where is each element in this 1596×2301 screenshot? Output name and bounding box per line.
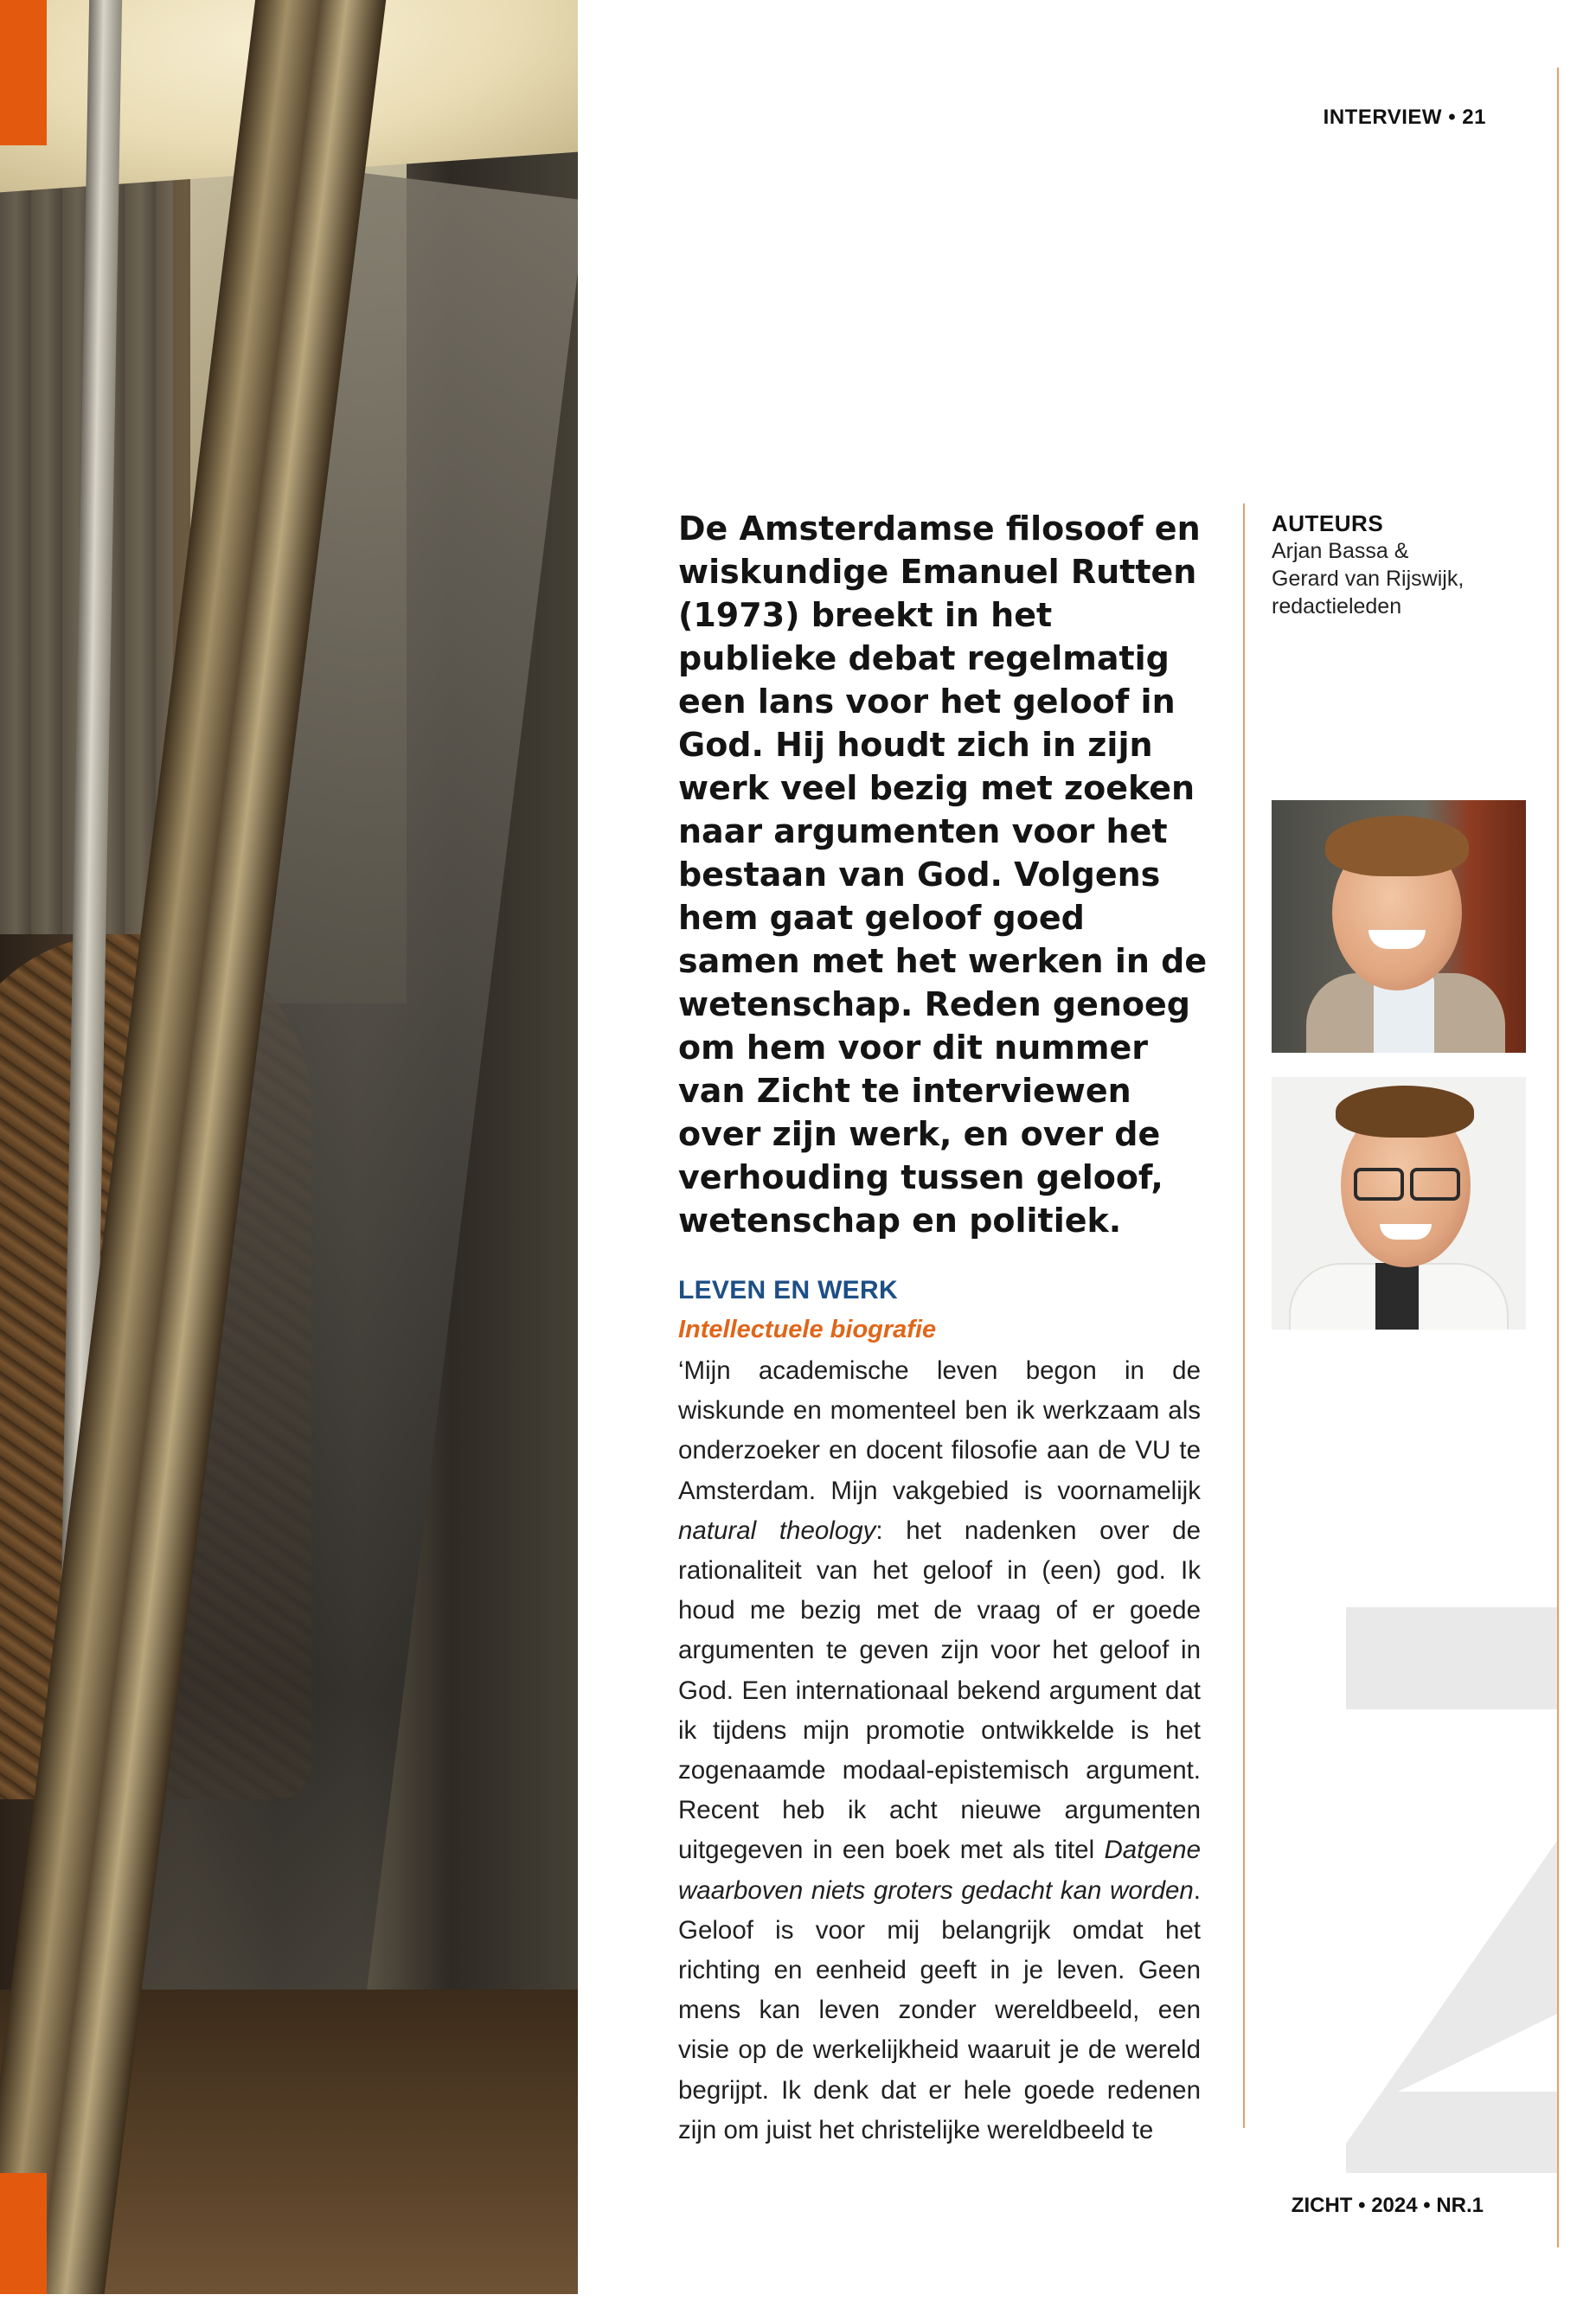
section-subheading: Intellectuele biografie bbox=[678, 1316, 937, 1343]
portrait-glasses-right bbox=[1410, 1168, 1460, 1201]
decorative-z-letter bbox=[1346, 1607, 1557, 2173]
portrait-glasses-left bbox=[1354, 1168, 1404, 1201]
author-line-3: redactieleden bbox=[1272, 594, 1402, 619]
body-emphasis-2: Datgene waarboven niets groters gedacht kan worden bbox=[678, 1836, 1201, 1905]
body-part-1: ‘Mijn academische leven begon in de wiskunde en momenteel ben ik werkzaam als onderzoeker en docent filosofie aan de VU te Amsterdam. Mijn vakgebied is voornamelijk bbox=[678, 1356, 1201, 1505]
author-line-2: Gerard van Rijswijk, bbox=[1272, 567, 1465, 591]
running-head: INTERVIEW • 21 bbox=[1323, 106, 1486, 129]
portrait-hair bbox=[1325, 816, 1469, 876]
author-credits bbox=[1272, 510, 1531, 620]
section-heading: LEVEN EN WERK bbox=[678, 1276, 898, 1304]
page-edge-rule bbox=[1557, 67, 1559, 2247]
orange-edge-tab-bottom bbox=[0, 2173, 47, 2294]
body-part-2: : het nadenken over de rationaliteit van het geloof in (een) god. Ik houd me bezig met de vraag of er goede argumenten te geven zijn voor het geloof in God. Een internationaal bekend argument dat ik tijdens mijn promotie ontwikkelde is het zogenaamde modaal-epistemisch argument. Recent heb ik acht nieuwe argumenten uitgegeven in een boek met als titel bbox=[678, 1516, 1201, 1865]
body-text bbox=[678, 1351, 1201, 2150]
orange-edge-tab-top bbox=[0, 0, 47, 145]
portrait-smile bbox=[1380, 1224, 1432, 1240]
portrait-arjan-bassa bbox=[1272, 800, 1526, 1053]
column-divider-rule bbox=[1243, 503, 1245, 2128]
feature-photo bbox=[0, 0, 578, 2294]
authors-label: AUTEURS bbox=[1272, 510, 1384, 536]
author-line-1: Arjan Bassa & bbox=[1272, 539, 1409, 563]
portrait-hair bbox=[1336, 1086, 1474, 1138]
running-foot: ZICHT • 2024 • NR.1 bbox=[1291, 2194, 1484, 2217]
decorative-z-top-bar bbox=[1346, 1607, 1557, 1709]
body-part-3: . Geloof is voor mij belangrijk omdat het richting en eenheid geeft in je leven. Geen mens kan leven zonder wereldbeeld, een visie op de werkelijkheid waaruit je de wereld begrijpt. Ik denk dat er hele goede redenen zijn om juist het christelijke wereldbeeld te bbox=[678, 1875, 1201, 2144]
intro-lead: De Amsterdamse filosoof en wiskundige Emanuel Rutten (1973) breekt in het publieke debat regelmatig een lans voor het geloof in God. Hij houdt zich in zijn werk veel bezig met zoeken naar argumenten voor het bestaan van God. Volgens hem gaat geloof goed samen met het werken in de wetenschap. Reden genoeg om hem voor dit nummer van Zicht te interviewen over zijn werk, en over de verhouding tussen geloof, wetenschap en politiek. bbox=[678, 510, 1208, 1240]
portrait-undershirt bbox=[1375, 1263, 1419, 1330]
portrait-gerard-van-rijswijk bbox=[1272, 1077, 1526, 1330]
body-emphasis-1: natural theology bbox=[678, 1516, 876, 1545]
authors-names bbox=[1272, 537, 1531, 620]
